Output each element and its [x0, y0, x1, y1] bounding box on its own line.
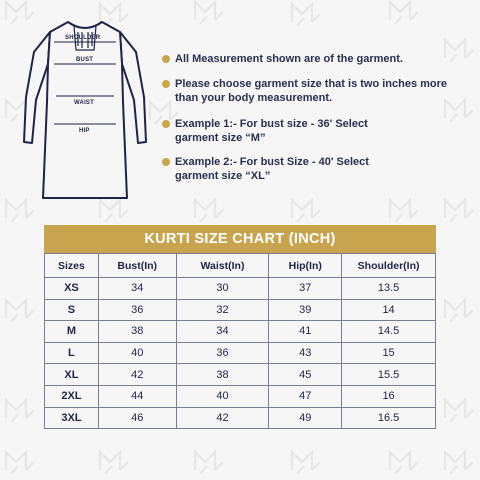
waist-cell: 40: [176, 385, 269, 407]
column-header: Sizes: [45, 254, 99, 278]
bust-cell: 36: [98, 299, 176, 321]
shoulder-cell: 13.5: [342, 278, 436, 300]
shoulder-cell: 14.5: [342, 321, 436, 343]
table-row: [45, 407, 436, 429]
bullet-dot-icon: [162, 80, 170, 88]
hip-cell: 37: [269, 278, 342, 300]
column-header: Waist(In): [176, 254, 269, 278]
hip-label: HIP: [79, 128, 90, 134]
waist-cell: 32: [176, 299, 269, 321]
shoulder-cell: 15: [342, 342, 436, 364]
size-cell: XL: [45, 364, 99, 386]
bust-cell: 38: [98, 321, 176, 343]
hip-cell: 43: [269, 342, 342, 364]
size-chart-table: [44, 225, 436, 429]
shoulder-label: SHOULDER: [65, 35, 101, 41]
bust-cell: 44: [98, 385, 176, 407]
table-row: [45, 321, 436, 343]
kurti-outline-graphic: [20, 12, 150, 212]
note-text: Example 2:- For bust Size - 40' Select garment size “XL”: [175, 156, 369, 182]
chart-title: KURTI SIZE CHART (INCH): [44, 225, 436, 253]
shoulder-cell: 14: [342, 299, 436, 321]
table-row: [45, 385, 436, 407]
hip-cell: 39: [269, 299, 342, 321]
size-cell: 3XL: [45, 407, 99, 429]
bust-cell: 40: [98, 342, 176, 364]
kurti-illustration: [20, 12, 150, 212]
shoulder-cell: 16: [342, 385, 436, 407]
note-text: Please choose garment size that is two inches more than your body measurement.: [175, 78, 448, 104]
size-cell: XS: [45, 278, 99, 300]
hip-cell: 49: [269, 407, 342, 429]
note-text: All Measurement shown are of the garment.: [175, 53, 403, 65]
table-header-row: [45, 254, 436, 278]
size-table: [44, 253, 436, 429]
bullet-dot-icon: [162, 158, 170, 166]
table-row: [45, 342, 436, 364]
column-header: Shoulder(In): [342, 254, 436, 278]
size-cell: S: [45, 299, 99, 321]
waist-cell: 38: [176, 364, 269, 386]
size-cell: L: [45, 342, 99, 364]
table-row: [45, 364, 436, 386]
waist-cell: 42: [176, 407, 269, 429]
size-cell: M: [45, 321, 99, 343]
shoulder-cell: 16.5: [342, 407, 436, 429]
waist-cell: 34: [176, 321, 269, 343]
bust-cell: 46: [98, 407, 176, 429]
waist-cell: 30: [176, 278, 269, 300]
shoulder-cell: 15.5: [342, 364, 436, 386]
hip-cell: 47: [269, 385, 342, 407]
bullet-dot-icon: [162, 55, 170, 63]
bullet-dot-icon: [162, 120, 170, 128]
bust-cell: 34: [98, 278, 176, 300]
table-row: [45, 278, 436, 300]
note-text: Example 1:- For bust size - 36' Select garment size “M”: [175, 118, 368, 144]
bust-label: BUST: [76, 57, 94, 63]
table-row: [45, 299, 436, 321]
bust-cell: 42: [98, 364, 176, 386]
column-header: Bust(In): [98, 254, 176, 278]
column-header: Hip(In): [269, 254, 342, 278]
size-cell: 2XL: [45, 385, 99, 407]
hip-cell: 41: [269, 321, 342, 343]
waist-label: WAIST: [74, 100, 94, 106]
waist-cell: 36: [176, 342, 269, 364]
hip-cell: 45: [269, 364, 342, 386]
